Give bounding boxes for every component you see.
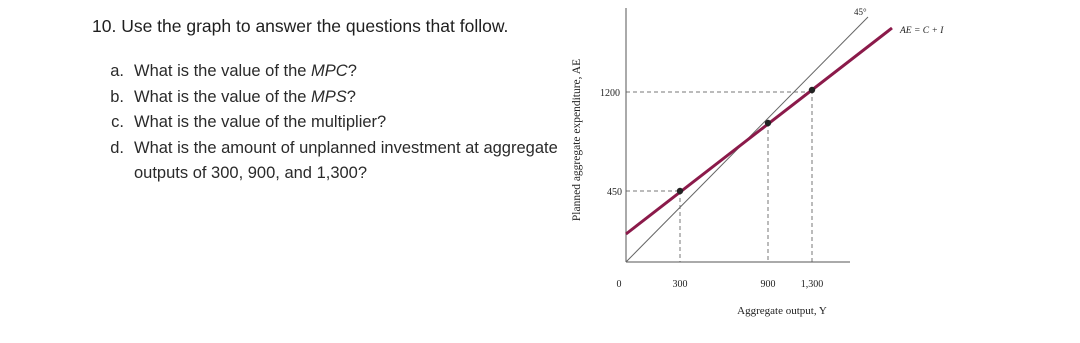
question-block <box>92 16 562 187</box>
question-text: What is the value of the MPC? <box>134 62 357 80</box>
ae-line <box>626 28 892 234</box>
question-item-b <box>92 85 562 111</box>
y-tick-1200: 1200 <box>600 88 620 99</box>
point-300 <box>677 188 683 194</box>
point-900 <box>765 120 771 126</box>
label-ae: AE = C + I <box>900 26 944 36</box>
question-text: What is the amount of unplanned investment at aggregate outputs of 300, 900, and 1,300? <box>134 138 558 182</box>
y-tick-450: 450 <box>607 187 622 198</box>
x-tick-300: 300 <box>672 279 688 290</box>
question-item-a <box>92 59 562 85</box>
question-letter: a. <box>110 62 124 80</box>
ae-graph <box>560 0 1080 343</box>
point-1300 <box>809 87 815 93</box>
x-tick-900: 900 <box>760 279 776 290</box>
label-45: 45° <box>854 7 867 17</box>
question-letter: c. <box>111 113 124 131</box>
x-axis-label: Aggregate output, Y <box>737 305 827 317</box>
question-title: 10. Use the graph to answer the questions that follow. <box>92 16 509 36</box>
question-text: What is the value of the MPS? <box>134 87 356 106</box>
question-text: What is the value of the multiplier? <box>134 113 387 131</box>
question-letter: b. <box>110 87 124 106</box>
dashed-guides <box>626 90 812 262</box>
x-tick-0: 0 <box>616 279 622 290</box>
question-item-c <box>92 110 562 136</box>
y-axis-label: Planned aggregate expenditure, AE <box>571 58 583 222</box>
question-list <box>92 59 562 187</box>
x-tick-1300: 1,300 <box>800 279 824 290</box>
question-letter: d. <box>110 138 124 157</box>
question-item-d <box>92 136 562 187</box>
ae-graph-svg <box>560 0 1080 343</box>
